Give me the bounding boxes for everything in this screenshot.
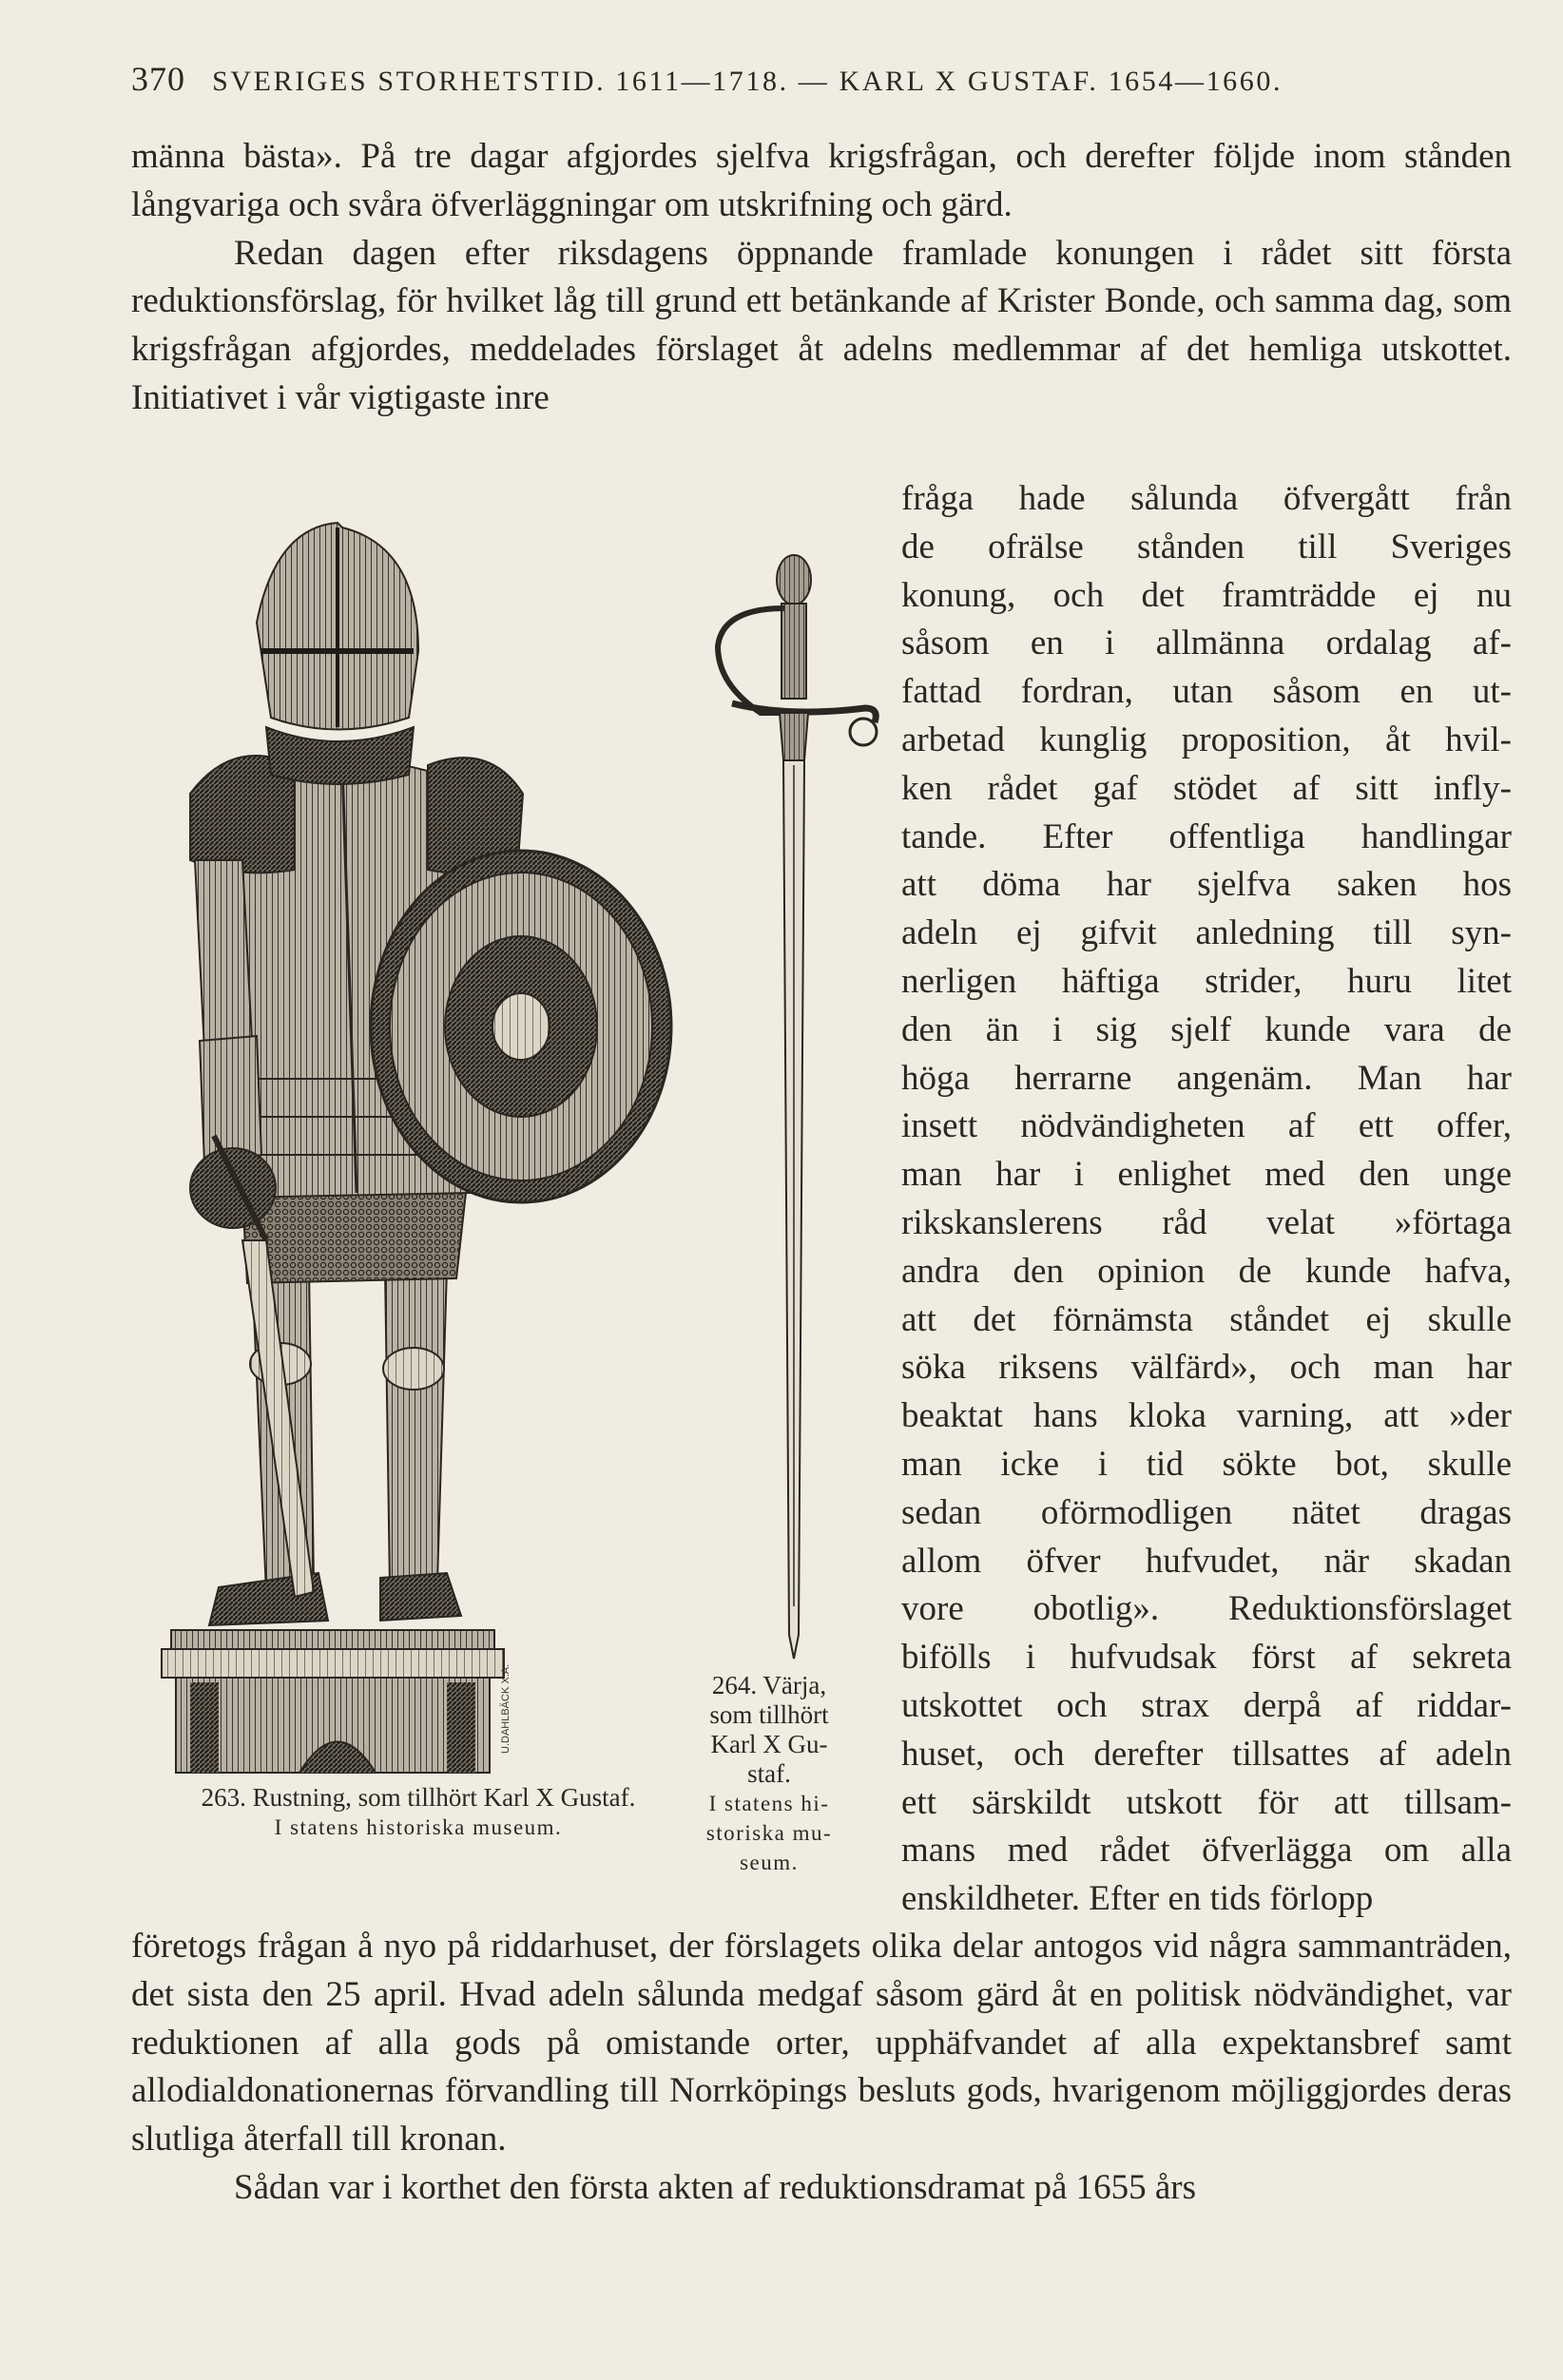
column-line: huset, och derefter tillsattes af adeln <box>901 1734 1512 1774</box>
column-line: att döma har sjelfva saken hos <box>901 865 1512 905</box>
paragraph: företogs frågan å nyo på riddarhuset, der förslagets olika delar antogos vid några sammanträden, det sista den 25 april. Hvad adeln sålunda medgaf såsom gärd åt en politisk nödvändighet, var reduktionen af alla gods på omistande orter, upphäfvandet af alla expektansbref samt allodialdonationernas förvandling till Norrköpings besluts gods, hvarigenom möjliggjordes deras slutliga återfall till kronan. <box>131 1927 1512 2159</box>
right-text-column <box>901 475 1512 1924</box>
caption-source-line: seum. <box>740 1851 799 1874</box>
paragraph: Sådan var i korthet den första akten af reduktionsdramat på 1655 års <box>234 2167 1197 2207</box>
paragraph: Redan dagen efter riksdagens öppnande framlade konungen i rådet sitt första reduktionsförslag, för hvilket låg till grund ett betänkande af Krister Bonde, och samma dag, som krigsfrågan afgjordes, meddelades förslaget åt adelns medlemmar af det hemliga utskottet. Initiativet i vår vigtigaste inre <box>131 233 1512 417</box>
column-line: söka riksens välfärd», och man har <box>901 1348 1512 1388</box>
caption-source-line: storiska mu- <box>705 1821 833 1845</box>
column-line: att det förnämsta ståndet ej skulle <box>901 1299 1512 1339</box>
bottom-text-block <box>131 1923 1512 2213</box>
column-line: såsom en i allmänna ordalag af- <box>901 624 1512 663</box>
column-line: adeln ej gifvit anledning till syn- <box>901 913 1512 953</box>
column-line: nerligen häftiga strider, huru litet <box>901 961 1512 1001</box>
engraver-signature: U.DAHLBÄCK X.A. <box>500 1663 511 1754</box>
top-text-block <box>131 133 1512 423</box>
caption-text: 263. Rustning, som tillhört Karl X Gustaf. <box>201 1783 636 1812</box>
column-line: vore obotlig». Reduktionsförslaget <box>901 1589 1512 1629</box>
caption-line: 264. Värja, <box>711 1671 827 1699</box>
column-line: höga herrarne angenäm. Man har <box>901 1058 1512 1098</box>
figure-263-caption <box>152 1783 685 1842</box>
column-line: sedan oförmodligen nätet dragas <box>901 1492 1512 1532</box>
column-line: ken rådet gaf stödet af sitt infly- <box>901 768 1512 808</box>
column-line: bifölls i hufvudsak först af sekreta <box>901 1638 1512 1678</box>
column-line: mans med rådet öfverlägga om alla <box>901 1831 1512 1871</box>
column-line: de ofrälse stånden till Sveriges <box>901 527 1512 566</box>
column-line: den än i sig sjelf kunde vara de <box>901 1009 1512 1049</box>
column-line: man icke i tid sökte bot, skulle <box>901 1444 1512 1484</box>
caption-line: som tillhört <box>709 1700 829 1729</box>
running-title: SVERIGES STORHETSTID. 1611—1718. — KARL X GUSTAF. 1654—1660. <box>212 66 1283 97</box>
page-number: 370 <box>131 60 185 98</box>
column-line: beaktat hans kloka varning, att »der <box>901 1396 1512 1436</box>
sword-illustration <box>704 542 894 1663</box>
column-line: konung, och det framträdde ej nu <box>901 575 1512 615</box>
caption-line: staf. <box>747 1759 791 1788</box>
running-header <box>131 59 1512 106</box>
caption-line: Karl X Gu- <box>710 1730 828 1758</box>
caption-source: I statens historiska museum. <box>274 1815 563 1839</box>
figure-264-caption <box>704 1671 835 1877</box>
caption-source-line: I statens hi- <box>708 1792 830 1815</box>
paragraph: männa bästa». På tre dagar afgjordes sjelfva krigsfrågan, och derefter följde inom stånden långvariga och svåra öfverläggningar om utskrifning och gärd. <box>131 137 1512 224</box>
column-line: rikskanslerens råd velat »förtaga <box>901 1202 1512 1242</box>
armor-illustration <box>152 509 685 1782</box>
column-line: utskottet och strax derpå af riddar- <box>901 1685 1512 1725</box>
column-line: man har i enlighet med den unge <box>901 1155 1512 1195</box>
column-line: tande. Efter offentliga handlingar <box>901 816 1512 856</box>
column-line: fattad fordran, utan såsom en ut- <box>901 672 1512 712</box>
column-line: arbetad kunglig proposition, åt hvil- <box>901 720 1512 759</box>
column-line: enskildheter. Efter en tids förlopp <box>901 1879 1374 1919</box>
column-line: allom öfver hufvudet, när skadan <box>901 1541 1512 1581</box>
column-line: insett nödvändigheten af ett offer, <box>901 1106 1512 1146</box>
column-line: andra den opinion de kunde hafva, <box>901 1251 1512 1291</box>
column-line: ett särskildt utskott för att tillsam- <box>901 1782 1512 1822</box>
column-line: fråga hade sålunda öfvergått från <box>901 479 1512 518</box>
